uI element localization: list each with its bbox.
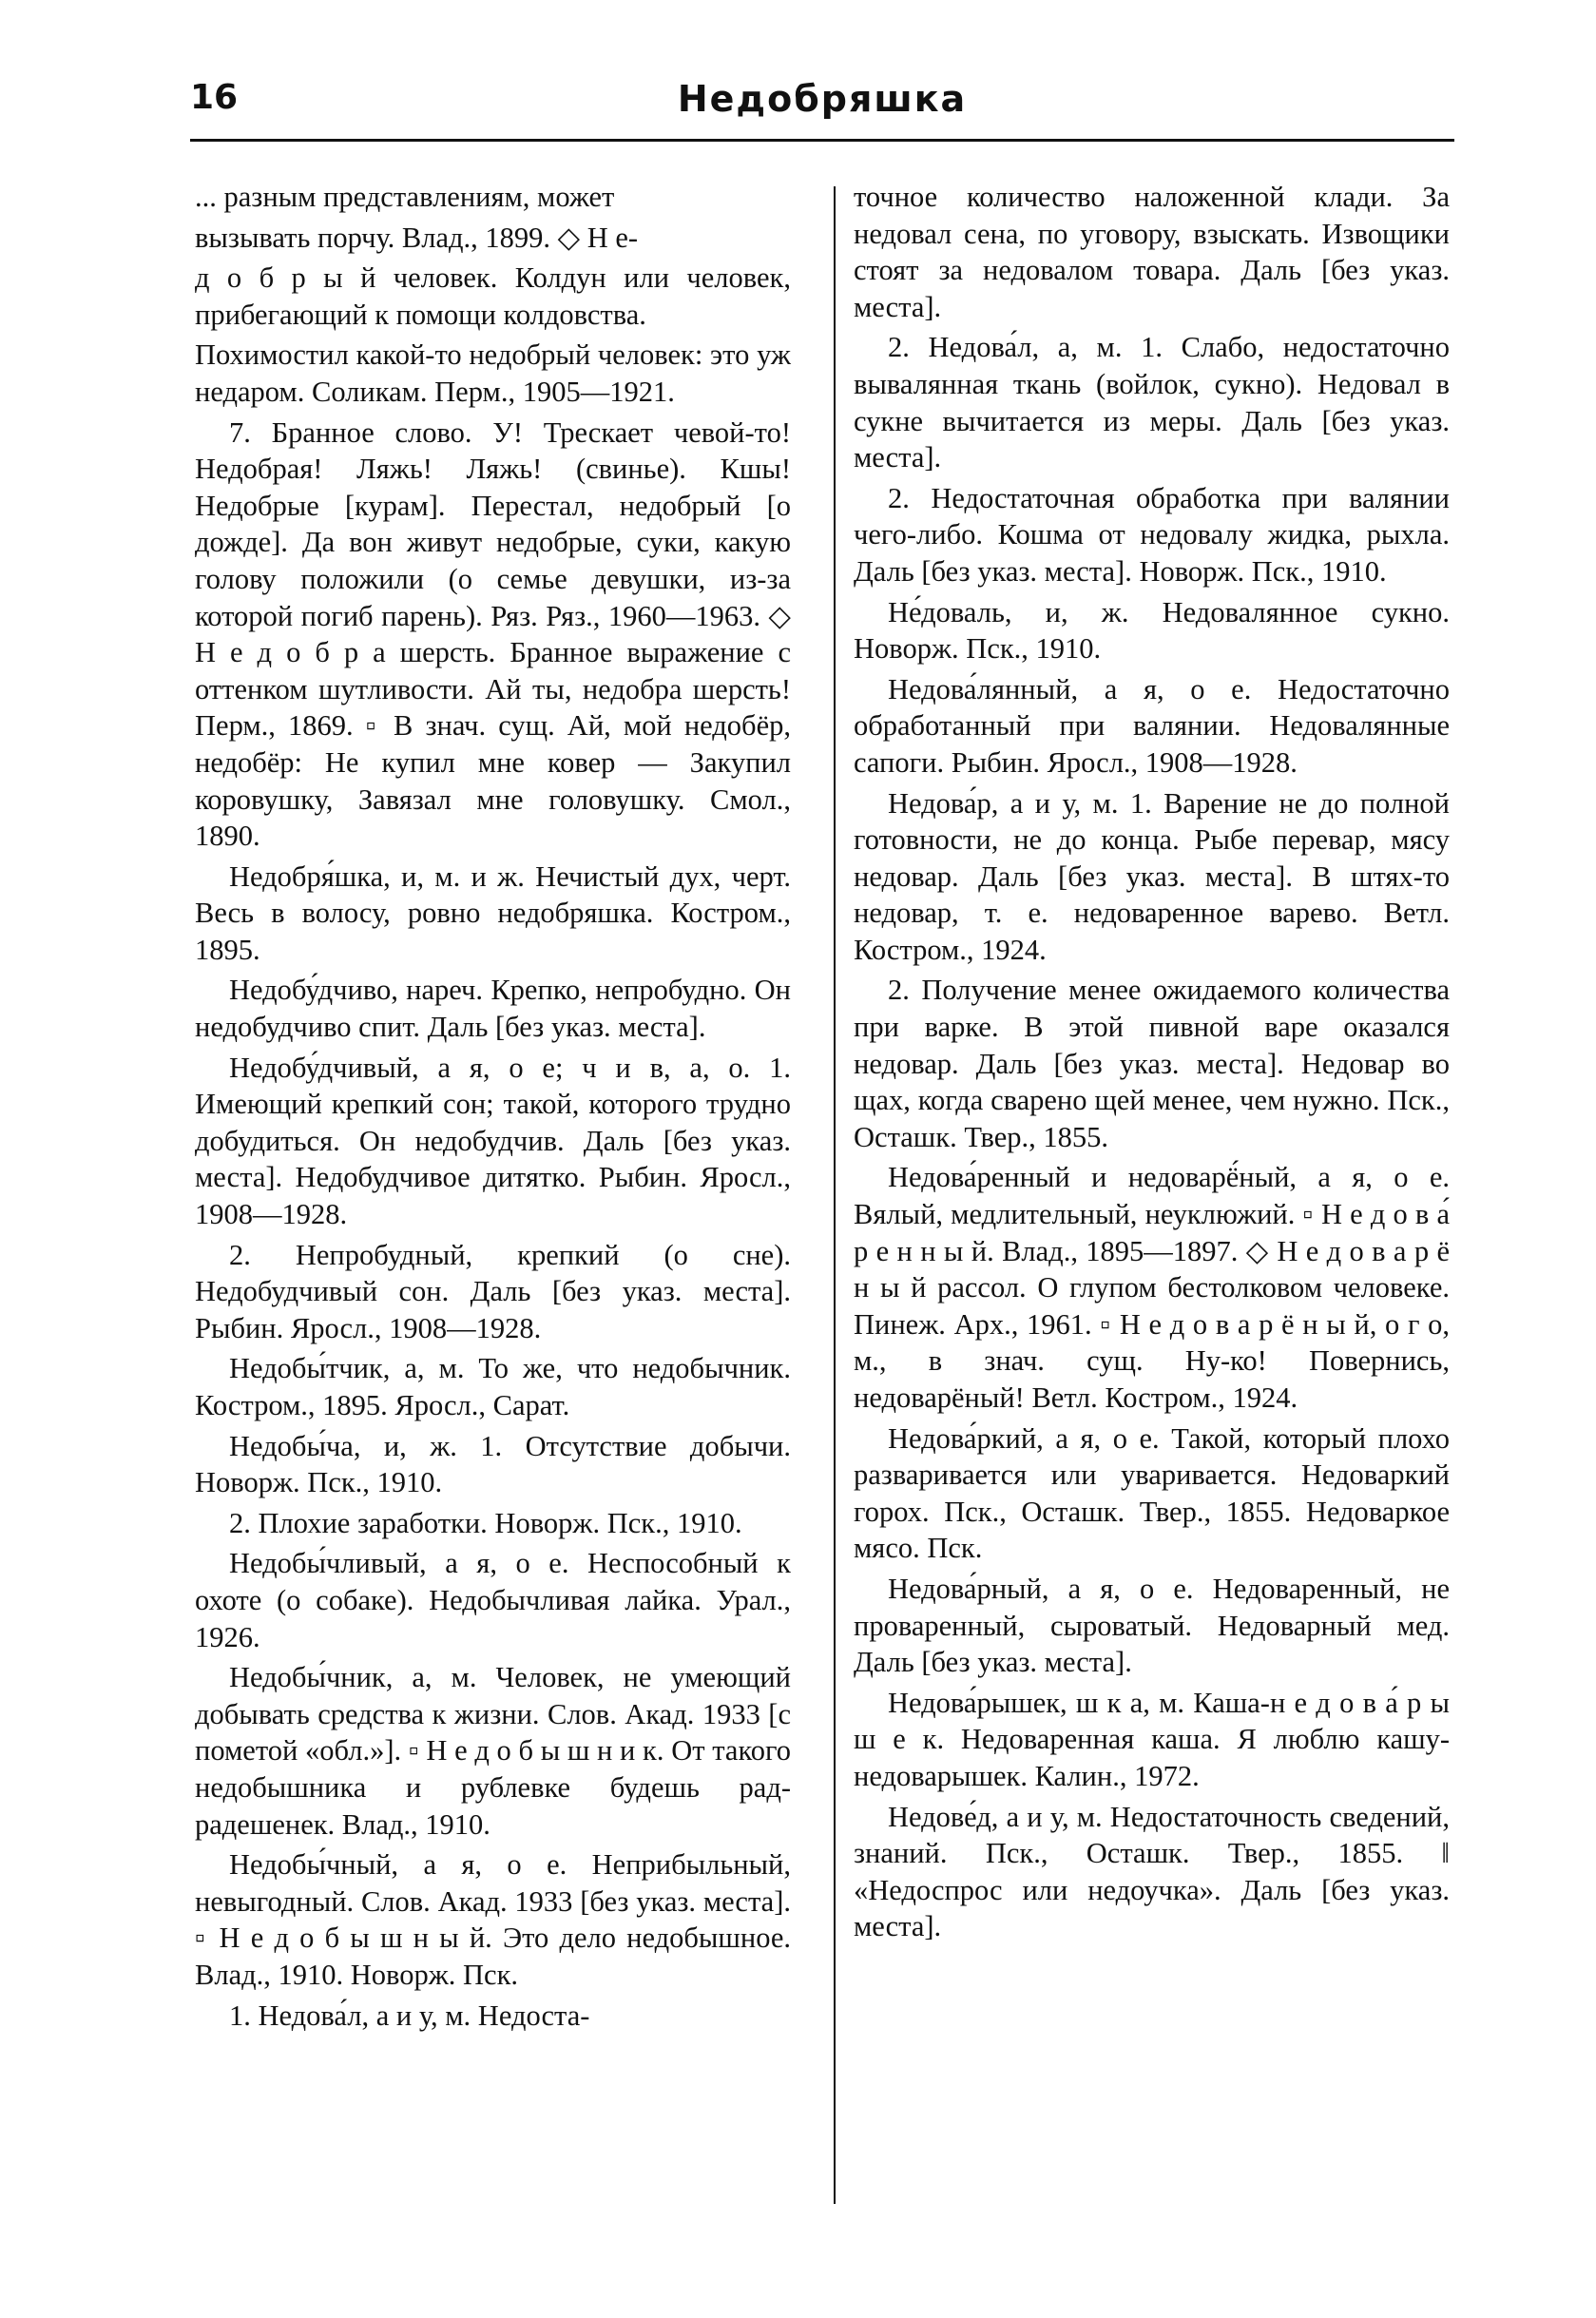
column-divider [834,186,836,2204]
entry-paragraph: Недова́ркий, а я, о е. Такой, который плохо разваривается или уваривается. Недоваркий горох. Пск., Осташк. Твер., 1855. Недоваркое мясо. Пск. [854,1421,1450,1565]
entry-paragraph: Недобря́шка, и, м. и ж. Нечистый дух, черт. Весь в волосу, ровно недобряшка. Костром., 1895. [195,860,791,966]
entry-paragraph: 7. Бранное слово. У! Трескает чевой-то! Недобрая! Ляжь! Ляжь! (свинье). Кшы! Недобрые [курам]. Перестал, недобрый [о дожде]. Да вон живут недобрые, суки, какую голову положили (о семье девушки, из-за которой погиб парень). Ряз. Ряз., 1960—1963. ◇ Н е д о б р а шерсть. Бранное выражение с оттенком шутливости. Ай ты, недобра шерсть! Перм., 1869. ▫ В знач. сущ. Ай, мой недобёр, недобёр: Не купил мне ковер — Закупил коровушку, Завязал мне головушку. Смол., 1890. [195,415,791,853]
entry-paragraph: Не́доваль, и, ж. Недовалянное сукно. Новорж. Пск., 1910. [854,595,1450,666]
entry-paragraph: 2. Получение менее ожидаемого количества при варке. В этой пивной варе оказался недовар. Даль [без указ. места]. Недовар во щах, когда сварено щей менее, чем нужно. Пск., Осташк. Твер., 1855. [854,974,1450,1153]
entry-paragraph: Недобу́дчивый, а я, о е; ч и в, а, о. 1. Имеющий крепкий сон; такой, которого трудно добудиться. Он недобудчив. Даль [без указ. места]. Недобудчивое дитятко. Рыбин. Яросл., 1908—1928. [195,1051,791,1231]
entry-paragraph: 2. Недостаточная обработка при валянии чего-либо. Кошма от недовалу жидка, рыхла. Даль [без указ. места]. Новорж. Пск., 1910. [854,481,1450,588]
entry-paragraph: Недова́рный, а я, о е. Недоваренный, не проваренный, сыроватый. Недоварный мед. Даль [без указ. места]. [854,1572,1450,1679]
entry-paragraph: Недова́лянный, а я, о е. Недостаточно обработанный при валянии. Недовалянные сапоги. Рыбин. Яросл., 1908—1928. [854,672,1450,779]
entry-paragraph: 2. Недова́л, а, м. 1. Слабо, недостаточно вывалянная ткань (войлок, сукно). Недовал в сукне вычитается из меры. Даль [без указ. места]. [854,331,1450,474]
entry-paragraph: Недобы́чливый, а я, о е. Неспособный к охоте (о собаке). Недобычливая лайка. Урал., 1926. [195,1547,791,1653]
entry-paragraph: ... разным представлениям, может [195,181,615,213]
left-column [195,179,791,2038]
entry-paragraph: 2. Плохие заработки. Новорж. Пск., 1910. [229,1506,742,1539]
entry-paragraph: Недобы́ча, и, ж. 1. Отсутствие добычи. Новорж. Пск., 1910. [195,1429,791,1499]
entry-paragraph: 2. Непробудный, крепкий (о сне). Недобудчивый сон. Даль [без указ. места]. Рыбин. Яросл., 1908—1928. [195,1238,791,1344]
entry-paragraph: 1. Недова́л, а и у, м. Недоста- [229,1999,590,2032]
right-column [854,179,1450,1949]
entry-paragraph: Похимостил какой-то недобрый человек: это уж недаром. Соликам. Перм., 1905—1921. [195,338,791,408]
entry-paragraph: вызывать порчу. Влад., 1899. ◇ Н е- [195,221,639,254]
running-head: Недобряшка [677,78,968,120]
entry-paragraph: Недова́рышек, ш к а, м. Каша-н е д о в а́ р ы ш е к. Недоваренная каша. Я люблю кашу-недоварышек. Калин., 1972. [854,1686,1450,1792]
entry-paragraph: Недобу́дчиво, нареч. Крепко, непробудно. Он недобудчиво спит. Даль [без указ. места]. [195,974,791,1044]
entry-paragraph: Недова́р, а и у, м. 1. Варение не до полной готовности, не до конца. Рыбе перевар, мясу недовар. Даль [без указ. места]. В штях-то недовар, т. е. недоваренное варево. Ветл. Костром., 1924. [854,786,1450,966]
entry-paragraph: точное количество наложенной клади. За недовал сена, по уговору, взыскать. Извощики стоят за недовалом товара. Даль [без указ. места]. [854,181,1450,323]
entry-paragraph: д о б р ы й человек. Колдун или человек, прибегающий к помощи колдовства. [195,261,791,331]
header-rule [190,139,1454,142]
entry-paragraph: Недове́д, а и у, м. Недостаточность сведений, знаний. Пск., Осташк. Твер., 1855. ‖ «Недоспрос или недоучка». Даль [без указ. места]. [854,1800,1450,1943]
entry-paragraph: Недобы́тчик, а, м. То же, что недобычник. Костром., 1895. Яросл., Сарат. [195,1352,791,1421]
entry-paragraph: Недобы́чник, а, м. Человек, не умеющий добывать средства к жизни. Слов. Акад. 1933 [с пометой «обл.»]. ▫ Н е д о б ы ш н и к. От такого недобышника и рублевке будешь рад-радешенек. Влад., 1910. [195,1661,791,1841]
entry-paragraph: Недобы́чный, а я, о е. Неприбыльный, невыгодный. Слов. Акад. 1933 [без указ. места]. ▫ Н е д о б ы ш н ы й. Это дело недобышное. Влад., 1910. Новорж. Пск. [195,1848,791,1991]
entry-paragraph: Недова́ренный и недоварё́ный, а я, о е. Вялый, медлительный, неуклюжий. ▫ Н е д о в а́ р е н н ы й. Влад., 1895—1897. ◇ Н е д о в а р ё н ы й рассол. О глупом бестолковом человеке. Пинеж. Арх., 1961. ▫ Н е д о в а р ё н ы й, о г о, м., в знач. сущ. Ну-ко! Повернись, недоварёный! Ветл. Костром., 1924. [854,1161,1450,1414]
page-header [190,78,1454,131]
page-number: 16 [190,78,239,117]
